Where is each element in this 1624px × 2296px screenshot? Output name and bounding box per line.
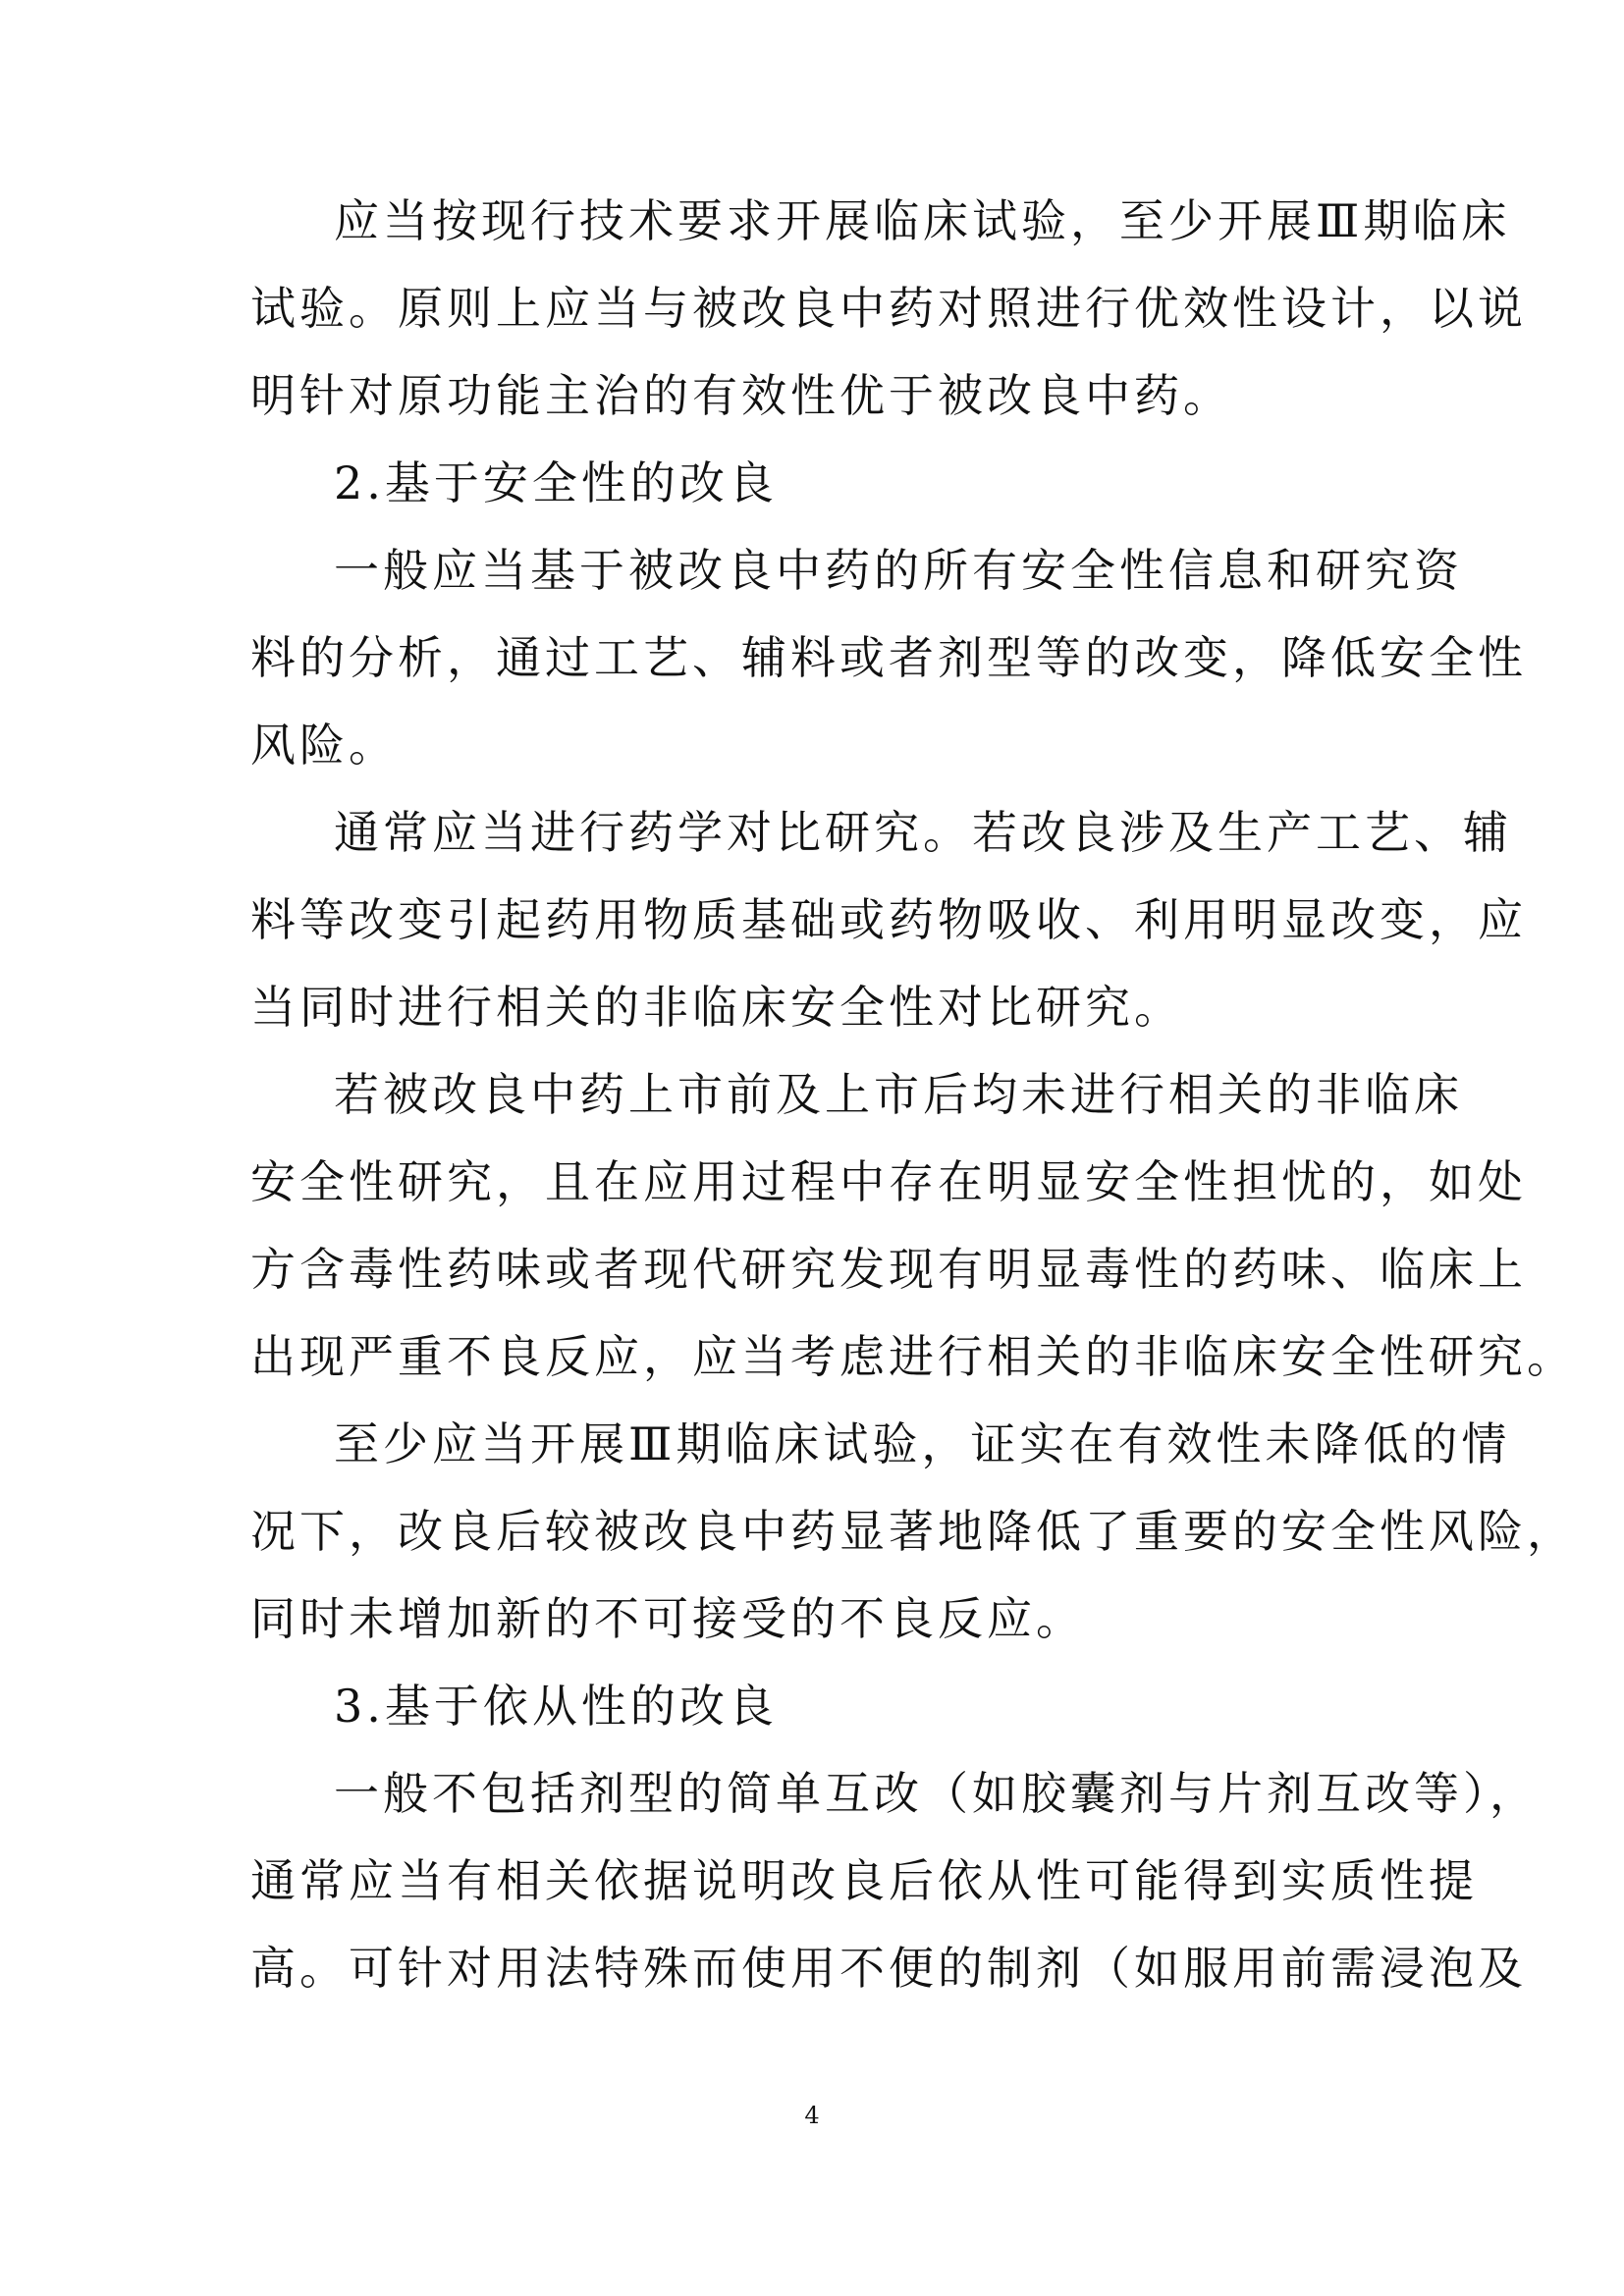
text-line: 同时未增加新的不可接受的不良反应。 (250, 1592, 1085, 1645)
text-line: 料等改变引起药用物质基础或药物吸收、利用明显改变，应 (250, 893, 1527, 946)
text-line: 况下，改良后较被改良中药显著地降低了重要的安全性风险， (250, 1505, 1576, 1558)
text-line: 安全性研究，且在应用过程中存在明显安全性担忧的，如处 (250, 1155, 1527, 1208)
section-heading: 3.基于依从性的改良 (334, 1680, 778, 1733)
text-line: 一般应当基于被改良中药的所有安全性信息和研究资 (334, 544, 1463, 597)
text-line: 一般不包括剂型的简单互改（如胶囊剂与片剂互改等）， (334, 1767, 1539, 1820)
text-line: 通常应当有相关依据说明改良后依从性可能得到实质性提 (250, 1854, 1478, 1907)
text-line: 料的分析，通过工艺、辅料或者剂型等的改变，降低安全性 (250, 631, 1527, 684)
page-number: 4 (804, 2102, 820, 2129)
text-line: 试验。原则上应当与被改良中药对照进行优效性设计，以说 (250, 282, 1527, 335)
text-line: 通常应当进行药学对比研究。若改良涉及生产工艺、辅 (334, 806, 1512, 859)
text-line: 应当按现行技术要求开展临床试验，至少开展Ⅲ期临床 (334, 194, 1511, 247)
text-line: 当同时进行相关的非临床安全性对比研究。 (250, 981, 1183, 1034)
section-heading: 2.基于安全性的改良 (334, 456, 778, 509)
text-line: 高。可针对用法特殊而使用不便的制剂（如服用前需浸泡及 (250, 1942, 1527, 1995)
text-line: 出现严重不良反应，应当考虑进行相关的非临床安全性研究。 (250, 1330, 1576, 1383)
text-line: 方含毒性药味或者现代研究发现有明显毒性的药味、临床上 (250, 1243, 1527, 1296)
text-line: 明针对原功能主治的有效性优于被改良中药。 (250, 369, 1232, 422)
text-line: 至少应当开展Ⅲ期临床试验，证实在有效性未降低的情 (334, 1417, 1511, 1470)
text-line: 风险。 (250, 719, 398, 772)
text-line: 若被改良中药上市前及上市后均未进行相关的非临床 (334, 1068, 1463, 1121)
